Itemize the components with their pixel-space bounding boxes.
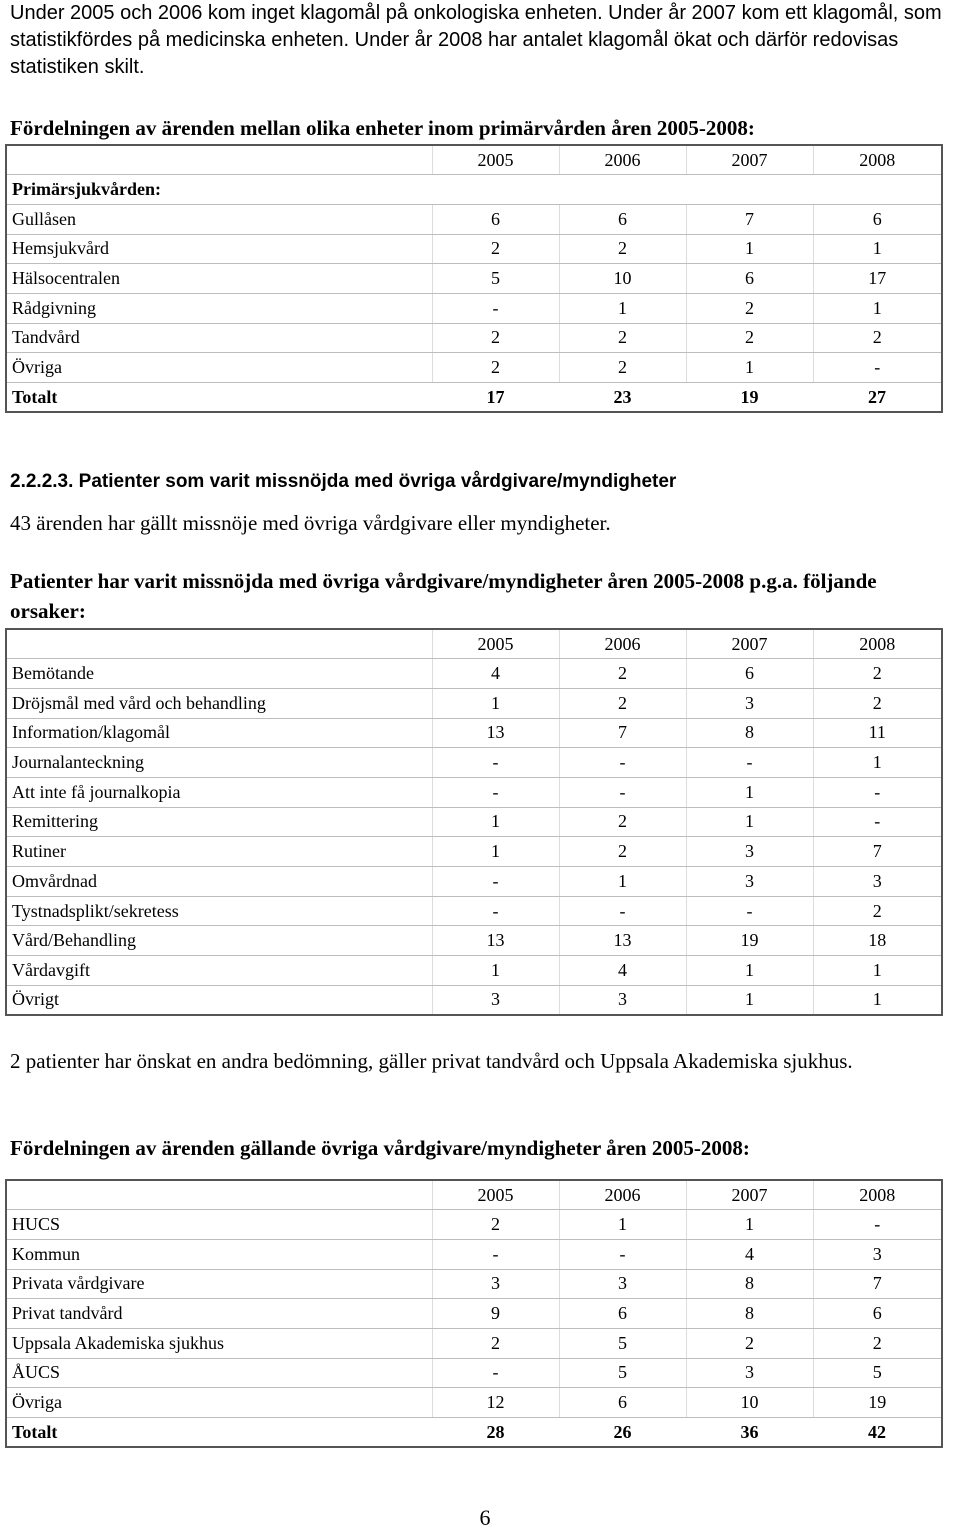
value-cell: 6 <box>813 1299 942 1329</box>
value-cell: 12 <box>432 1388 559 1418</box>
value-cell: 2 <box>432 323 559 353</box>
table-row <box>6 1358 942 1388</box>
value-cell: 2 <box>559 837 686 867</box>
table-row <box>6 1388 942 1418</box>
value-cell: 3 <box>432 1269 559 1299</box>
year-header: 2007 <box>686 629 813 659</box>
year-header: 2008 <box>813 145 942 175</box>
value-cell: 8 <box>686 1299 813 1329</box>
row-label: Privat tandvård <box>6 1299 432 1329</box>
value-cell: - <box>686 896 813 926</box>
value-cell: - <box>432 1239 559 1269</box>
value-cell: - <box>686 748 813 778</box>
row-label: Övriga <box>6 1388 432 1418</box>
table-row <box>6 837 942 867</box>
value-cell: 1 <box>686 234 813 264</box>
table-row <box>6 1299 942 1329</box>
value-cell: 10 <box>559 264 686 294</box>
table-row <box>6 688 942 718</box>
complaint-causes-table <box>5 628 943 1016</box>
table-row <box>6 867 942 897</box>
value-cell: 5 <box>559 1358 686 1388</box>
value-cell: 1 <box>813 748 942 778</box>
table-row <box>6 293 942 323</box>
value-cell: 18 <box>813 926 942 956</box>
year-header: 2006 <box>559 1180 686 1210</box>
row-label: Hemsjukvård <box>6 234 432 264</box>
value-cell: 2 <box>686 293 813 323</box>
table-row <box>6 1328 942 1358</box>
table-row <box>6 659 942 689</box>
year-header: 2008 <box>813 1180 942 1210</box>
year-header: 2005 <box>432 1180 559 1210</box>
value-cell: 1 <box>813 956 942 986</box>
row-label: Kommun <box>6 1239 432 1269</box>
table-row <box>6 1239 942 1269</box>
row-label: Övriga <box>6 353 432 383</box>
value-cell: 5 <box>559 1328 686 1358</box>
row-label: ÅUCS <box>6 1358 432 1388</box>
value-cell: 1 <box>432 956 559 986</box>
row-label: Totalt <box>12 1421 58 1442</box>
table-row <box>6 748 942 778</box>
value-cell: 2 <box>813 896 942 926</box>
intro-paragraph: Under 2005 och 2006 kom inget klagomål på onkologiska enheten. Under år 2007 kom ett klagomål, som statistikfördes på medicinska enheten. Under år 2008 har antalet klagomål ökat och därför redovisas statistiken skilt. <box>10 2 942 78</box>
table-row <box>6 323 942 353</box>
value-cell: 6 <box>559 1388 686 1418</box>
value-cell: 19 <box>813 1388 942 1418</box>
table-header-row <box>6 629 942 659</box>
row-label: Privata vårdgivare <box>6 1269 432 1299</box>
value-cell: 3 <box>559 985 686 1015</box>
value-cell: 3 <box>559 1269 686 1299</box>
value-cell: 2 <box>686 323 813 353</box>
row-label: Tystnadsplikt/sekretess <box>6 896 432 926</box>
row-label: Bemötande <box>6 659 432 689</box>
row-label: Hälsocentralen <box>6 264 432 294</box>
page-number: 6 <box>479 1505 491 1530</box>
total-row <box>6 1418 942 1448</box>
header-empty-cell <box>6 629 432 659</box>
value-cell: - <box>432 1358 559 1388</box>
value-cell: 9 <box>432 1299 559 1329</box>
value-cell: 1 <box>432 807 559 837</box>
value-cell: 2 <box>686 1328 813 1358</box>
table-row <box>6 353 942 383</box>
year-header: 2005 <box>432 629 559 659</box>
table-row <box>6 1269 942 1299</box>
value-cell: 1 <box>559 867 686 897</box>
value-cell: 2 <box>813 659 942 689</box>
value-cell: 6 <box>813 204 942 234</box>
value-cell: 1 <box>432 837 559 867</box>
value-cell: 1 <box>686 1210 813 1240</box>
year-header: 2005 <box>432 145 559 175</box>
value-cell: 4 <box>432 659 559 689</box>
value-cell: - <box>559 1239 686 1269</box>
table-row <box>6 777 942 807</box>
value-cell: 1 <box>686 353 813 383</box>
value-cell: 5 <box>432 264 559 294</box>
value-cell: 11 <box>813 718 942 748</box>
value-cell: 2 <box>559 353 686 383</box>
row-label: Vård/Behandling <box>6 926 432 956</box>
value-cell: 2 <box>559 323 686 353</box>
table-header-row <box>6 145 942 175</box>
section-row <box>6 175 942 205</box>
table-row <box>6 204 942 234</box>
value-cell: 2 <box>813 323 942 353</box>
value-cell: 3 <box>686 837 813 867</box>
value-cell: 1 <box>813 293 942 323</box>
note-paragraph: 2 patienter har önskat en andra bedömning, gäller privat tandvård och Uppsala Akademiska sjukhus. <box>10 1049 853 1073</box>
value-cell: 1 <box>813 985 942 1015</box>
row-label: Omvårdnad <box>6 867 432 897</box>
row-label: Rutiner <box>6 837 432 867</box>
total-row <box>6 383 942 413</box>
year-header: 2008 <box>813 629 942 659</box>
value-cell: 2 <box>559 659 686 689</box>
value-cell: 2 <box>432 234 559 264</box>
row-label: Gullåsen <box>6 204 432 234</box>
value-cell: 10 <box>686 1388 813 1418</box>
row-label: Rådgivning <box>6 293 432 323</box>
row-label: Övrigt <box>6 985 432 1015</box>
value-cell: - <box>813 777 942 807</box>
year-header: 2007 <box>686 145 813 175</box>
header-empty-cell <box>6 145 432 175</box>
value-cell: 6 <box>559 1299 686 1329</box>
value-cell: 7 <box>686 204 813 234</box>
table-row <box>6 956 942 986</box>
value-cell: 1 <box>686 807 813 837</box>
year-header: 2007 <box>686 1180 813 1210</box>
value-cell: 6 <box>686 659 813 689</box>
value-cell: 2 <box>559 688 686 718</box>
value-cell: 3 <box>686 688 813 718</box>
value-cell: 3 <box>813 867 942 897</box>
table-row <box>6 1210 942 1240</box>
row-label: Tandvård <box>6 323 432 353</box>
value-cell: 26 <box>613 1421 632 1442</box>
section-title: 2.2.2.3. Patienter som varit missnöjda med övriga vårdgivare/myndigheter <box>10 471 677 492</box>
value-cell: 1 <box>813 234 942 264</box>
value-cell: 1 <box>559 1210 686 1240</box>
value-cell: 4 <box>686 1239 813 1269</box>
value-cell: 5 <box>813 1358 942 1388</box>
value-cell: 3 <box>432 985 559 1015</box>
row-label: Journalanteckning <box>6 748 432 778</box>
table-row <box>6 926 942 956</box>
value-cell: - <box>432 896 559 926</box>
value-cell: 13 <box>559 926 686 956</box>
value-cell: 1 <box>432 688 559 718</box>
value-cell: 2 <box>432 1210 559 1240</box>
value-cell: 2 <box>559 807 686 837</box>
table-row <box>6 234 942 264</box>
value-cell: - <box>432 867 559 897</box>
value-cell: 7 <box>559 718 686 748</box>
other-providers-table <box>5 1179 943 1448</box>
table1-heading: Fördelningen av ärenden mellan olika enheter inom primärvården åren 2005-2008: <box>10 116 755 140</box>
table3-heading: Fördelningen av ärenden gällande övriga vårdgivare/myndigheter åren 2005-2008: <box>10 1136 750 1160</box>
value-cell: 2 <box>813 688 942 718</box>
table-row <box>6 807 942 837</box>
row-label: HUCS <box>6 1210 432 1240</box>
value-cell: 13 <box>432 718 559 748</box>
value-cell: 23 <box>613 386 632 407</box>
value-cell: - <box>432 777 559 807</box>
value-cell: 2 <box>559 234 686 264</box>
value-cell: 42 <box>868 1421 886 1442</box>
value-cell: - <box>813 353 942 383</box>
value-cell: 1 <box>686 777 813 807</box>
section-label: Primärsjukvården: <box>6 175 942 205</box>
value-cell: - <box>559 748 686 778</box>
value-cell: 19 <box>686 926 813 956</box>
value-cell: - <box>813 807 942 837</box>
value-cell: 2 <box>432 353 559 383</box>
value-cell: 28 <box>486 1421 505 1442</box>
value-cell: 4 <box>559 956 686 986</box>
value-cell: 8 <box>686 718 813 748</box>
value-cell: 2 <box>432 1328 559 1358</box>
table-row <box>6 264 942 294</box>
table-header-row <box>6 1180 942 1210</box>
row-label: Vårdavgift <box>6 956 432 986</box>
section-paragraph: 43 ärenden har gällt missnöje med övriga vårdgivare eller myndigheter. <box>10 511 611 535</box>
table-row <box>6 718 942 748</box>
year-header: 2006 <box>559 629 686 659</box>
value-cell: - <box>432 748 559 778</box>
value-cell: 1 <box>686 956 813 986</box>
value-cell: 17 <box>486 386 505 407</box>
value-cell: 13 <box>432 926 559 956</box>
value-cell: - <box>813 1210 942 1240</box>
value-cell: 27 <box>868 386 886 407</box>
row-label: Information/klagomål <box>6 718 432 748</box>
value-cell: 36 <box>740 1421 759 1442</box>
value-cell: - <box>432 293 559 323</box>
value-cell: 1 <box>686 985 813 1015</box>
value-cell: 7 <box>813 1269 942 1299</box>
row-label: Totalt <box>12 386 58 407</box>
table2-heading: Patienter har varit missnöjda med övriga vårdgivare/myndigheter åren 2005-2008 p.g.a. följande orsaker: <box>10 569 877 623</box>
value-cell: 6 <box>432 204 559 234</box>
value-cell: 3 <box>686 867 813 897</box>
primary-care-table <box>5 144 943 413</box>
row-label: Remittering <box>6 807 432 837</box>
value-cell: 6 <box>559 204 686 234</box>
value-cell: - <box>559 777 686 807</box>
value-cell: 3 <box>813 1239 942 1269</box>
row-label: Uppsala Akademiska sjukhus <box>6 1328 432 1358</box>
value-cell: 3 <box>686 1358 813 1388</box>
header-empty-cell <box>6 1180 432 1210</box>
year-header: 2006 <box>559 145 686 175</box>
value-cell: 19 <box>740 386 759 407</box>
row-label: Dröjsmål med vård och behandling <box>6 688 432 718</box>
value-cell: 8 <box>686 1269 813 1299</box>
value-cell: 6 <box>686 264 813 294</box>
value-cell: 17 <box>813 264 942 294</box>
table-row <box>6 985 942 1015</box>
value-cell: 1 <box>559 293 686 323</box>
value-cell: 2 <box>813 1328 942 1358</box>
value-cell: - <box>559 896 686 926</box>
row-label: Att inte få journalkopia <box>6 777 432 807</box>
table-row <box>6 896 942 926</box>
value-cell: 7 <box>813 837 942 867</box>
